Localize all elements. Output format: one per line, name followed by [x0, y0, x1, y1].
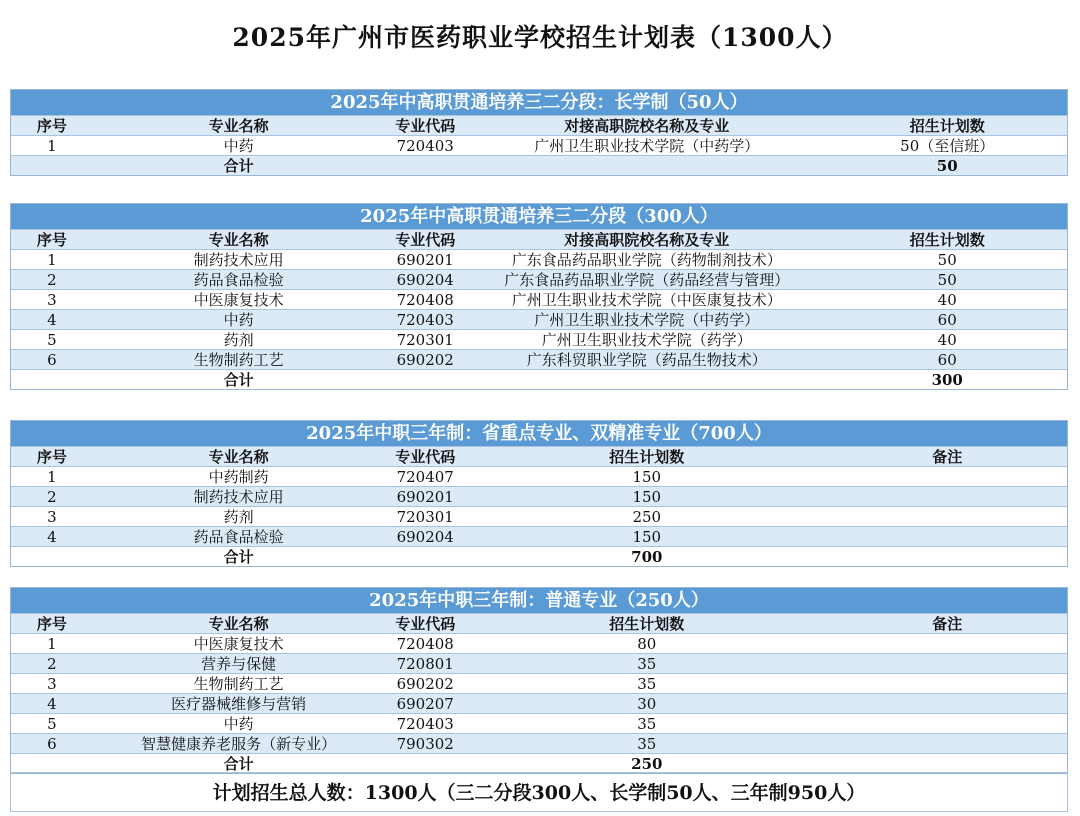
total-row: [11, 369, 1067, 389]
column-header: 序号: [36, 615, 67, 633]
table-cell: 40: [937, 291, 957, 309]
table-cell: 690204: [396, 271, 454, 289]
column-header: 专业名称: [208, 117, 269, 135]
table-cell: 720301: [396, 508, 454, 526]
table-row: [11, 633, 1067, 653]
total-value: 700: [631, 548, 663, 566]
table-row: [11, 713, 1067, 733]
total-value: 250: [631, 755, 663, 773]
table-cell: 1: [47, 468, 57, 486]
table-cell: 80: [637, 635, 657, 653]
table-cell: 制药技术应用: [193, 488, 284, 506]
table-cell: 50: [937, 251, 957, 269]
table-cell: [827, 527, 1067, 546]
table-cell: [11, 370, 93, 389]
table-cell: 720403: [396, 311, 454, 329]
table-cell: 5: [47, 715, 57, 733]
table-row: [11, 349, 1067, 369]
table-cell: 690207: [396, 695, 454, 713]
table-cell: 广东食品药品职业学院（药物制剂技术）: [511, 251, 782, 269]
table-cell: [466, 156, 827, 175]
table-row: [11, 249, 1067, 269]
table-cell: [384, 156, 466, 175]
table-cell: [466, 370, 827, 389]
table-cell: [384, 370, 466, 389]
table-cell: 250: [632, 508, 662, 526]
column-header: 招生计划数: [909, 231, 985, 249]
table-cell: 40: [937, 331, 957, 349]
table-cell: 720801: [396, 655, 454, 673]
table-cell: 广州卫生职业技术学院（中药学）: [534, 137, 760, 155]
table-row: [11, 135, 1067, 155]
table-cell: 150: [632, 488, 662, 506]
table-cell: 广州卫生职业技术学院（中药学）: [534, 311, 760, 329]
table-cell: 3: [47, 508, 57, 526]
column-header: 对接高职院校名称及专业: [564, 231, 730, 249]
column-header: 专业名称: [208, 615, 269, 633]
table-cell: 中医康复技术: [193, 635, 284, 653]
column-header: 序号: [36, 448, 67, 466]
table-cell: 制药技术应用: [193, 251, 284, 269]
table-cell: 6: [47, 351, 57, 369]
table-cell: 中药: [223, 311, 254, 329]
table-cell: 3: [47, 675, 57, 693]
table-cell: 中药: [223, 137, 254, 155]
table-row: [11, 329, 1067, 349]
table-cell: 50（至信班）: [900, 137, 995, 155]
table-cell: 50: [937, 271, 957, 289]
table-row: [11, 486, 1067, 506]
table-cell: 2: [47, 488, 57, 506]
table-cell: 营养与保健: [201, 655, 277, 673]
table-cell: 720408: [396, 291, 454, 309]
column-header: 序号: [36, 231, 67, 249]
table-cell: [827, 714, 1067, 733]
column-header: 对接高职院校名称及专业: [564, 117, 730, 135]
table-cell: 690201: [396, 488, 454, 506]
total-label: 合计: [223, 548, 254, 566]
table-cell: [11, 156, 93, 175]
table-cell: 720407: [396, 468, 454, 486]
table-cell: 790302: [396, 735, 454, 753]
table-cell: [827, 547, 1067, 566]
table-cell: 中药制药: [208, 468, 269, 486]
column-header: 备注: [932, 448, 963, 466]
enrollment-table: [10, 420, 1068, 567]
column-header: 专业名称: [208, 231, 269, 249]
column-header: 招生计划数: [609, 615, 685, 633]
total-label: 合计: [223, 755, 254, 773]
total-value: 50: [936, 157, 958, 175]
table-title: 2025年中高职贯通培养三二分段：长学制（50人）: [11, 90, 1067, 115]
table-row: [11, 673, 1067, 693]
total-row: [11, 546, 1067, 566]
table-title: 2025年中高职贯通培养三二分段（300人）: [11, 204, 1067, 229]
column-header: 专业名称: [208, 448, 269, 466]
table-row: [11, 506, 1067, 526]
column-header: 专业代码: [395, 117, 456, 135]
table-cell: [827, 694, 1067, 713]
table-title: 2025年中职三年制：省重点专业、双精准专业（700人）: [11, 421, 1067, 446]
table-cell: 药品食品检验: [193, 528, 284, 546]
table-row: [11, 309, 1067, 329]
table-cell: 690202: [396, 675, 454, 693]
total-label: 合计: [223, 157, 254, 175]
table-cell: 4: [47, 695, 57, 713]
table-cell: [827, 674, 1067, 693]
table-cell: 35: [637, 735, 657, 753]
table-cell: 1: [47, 251, 57, 269]
table-cell: 2: [47, 271, 57, 289]
table-cell: 35: [637, 655, 657, 673]
table-cell: 中药: [223, 715, 254, 733]
table-cell: 广东食品药品职业学院（药品经营与管理）: [504, 271, 790, 289]
table-cell: 广州卫生职业技术学院（中医康复技术）: [511, 291, 782, 309]
table-cell: 720408: [396, 635, 454, 653]
table-row: [11, 693, 1067, 713]
total-value: 300: [931, 371, 963, 389]
table-cell: 药剂: [223, 331, 254, 349]
table-cell: [827, 507, 1067, 526]
column-header: 招生计划数: [909, 117, 985, 135]
enrollment-table: [10, 89, 1068, 176]
table-cell: 720301: [396, 331, 454, 349]
table-cell: 35: [637, 675, 657, 693]
table-cell: 720403: [396, 137, 454, 155]
table-cell: 720403: [396, 715, 454, 733]
table-cell: 30: [637, 695, 657, 713]
table-row: [11, 733, 1067, 753]
header-row: [11, 115, 1067, 135]
table-cell: 690202: [396, 351, 454, 369]
header-row: [11, 446, 1067, 466]
total-row: [11, 155, 1067, 175]
table-cell: 6: [47, 735, 57, 753]
table-cell: [827, 734, 1067, 753]
table-cell: 690201: [396, 251, 454, 269]
table-cell: [827, 467, 1067, 486]
total-row: [11, 753, 1067, 773]
table-cell: [11, 754, 93, 773]
table-cell: 2: [47, 655, 57, 673]
table-cell: [827, 487, 1067, 506]
header-row: [11, 613, 1067, 633]
table-title: 2025年中职三年制：普通专业（250人）: [11, 588, 1067, 613]
table-row: [11, 653, 1067, 673]
table-cell: 医疗器械维修与营销: [171, 695, 307, 713]
table-row: [11, 526, 1067, 546]
header-row: [11, 229, 1067, 249]
table-cell: 智慧健康养老服务（新专业）: [141, 735, 337, 753]
table-cell: 广州卫生职业技术学院（药学）: [541, 331, 752, 349]
table-cell: [827, 654, 1067, 673]
enrollment-table: [10, 203, 1068, 390]
table-cell: 生物制药工艺: [193, 675, 284, 693]
table-cell: 150: [632, 528, 662, 546]
table-cell: [827, 754, 1067, 773]
table-cell: 1: [47, 635, 57, 653]
grand-total-summary: 计划招生总人数：1300人（三二分段300人、长学制50人、三年制950人）: [10, 772, 1068, 812]
table-row: [11, 289, 1067, 309]
table-cell: 生物制药工艺: [193, 351, 284, 369]
table-cell: 60: [937, 351, 957, 369]
table-row: [11, 466, 1067, 486]
table-cell: [384, 547, 466, 566]
column-header: 专业代码: [395, 615, 456, 633]
column-header: 专业代码: [395, 448, 456, 466]
table-cell: 药剂: [223, 508, 254, 526]
table-cell: 690204: [396, 528, 454, 546]
table-cell: [11, 547, 93, 566]
table-cell: 150: [632, 468, 662, 486]
total-label: 合计: [223, 371, 254, 389]
enrollment-table: [10, 587, 1068, 774]
table-cell: [827, 634, 1067, 653]
table-cell: 药品食品检验: [193, 271, 284, 289]
page-title: 2025年广州市医药职业学校招生计划表（1300人）: [232, 23, 848, 52]
table-cell: 广东科贸职业学院（药品生物技术）: [526, 351, 767, 369]
column-header: 序号: [36, 117, 67, 135]
column-header: 招生计划数: [609, 448, 685, 466]
table-cell: 60: [937, 311, 957, 329]
column-header: 备注: [932, 615, 963, 633]
table-cell: [384, 754, 466, 773]
column-header: 专业代码: [395, 231, 456, 249]
table-cell: 1: [47, 137, 57, 155]
table-cell: 35: [637, 715, 657, 733]
table-cell: 5: [47, 331, 57, 349]
table-cell: 中医康复技术: [193, 291, 284, 309]
table-cell: 3: [47, 291, 57, 309]
table-cell: 4: [47, 528, 57, 546]
table-row: [11, 269, 1067, 289]
table-cell: 4: [47, 311, 57, 329]
